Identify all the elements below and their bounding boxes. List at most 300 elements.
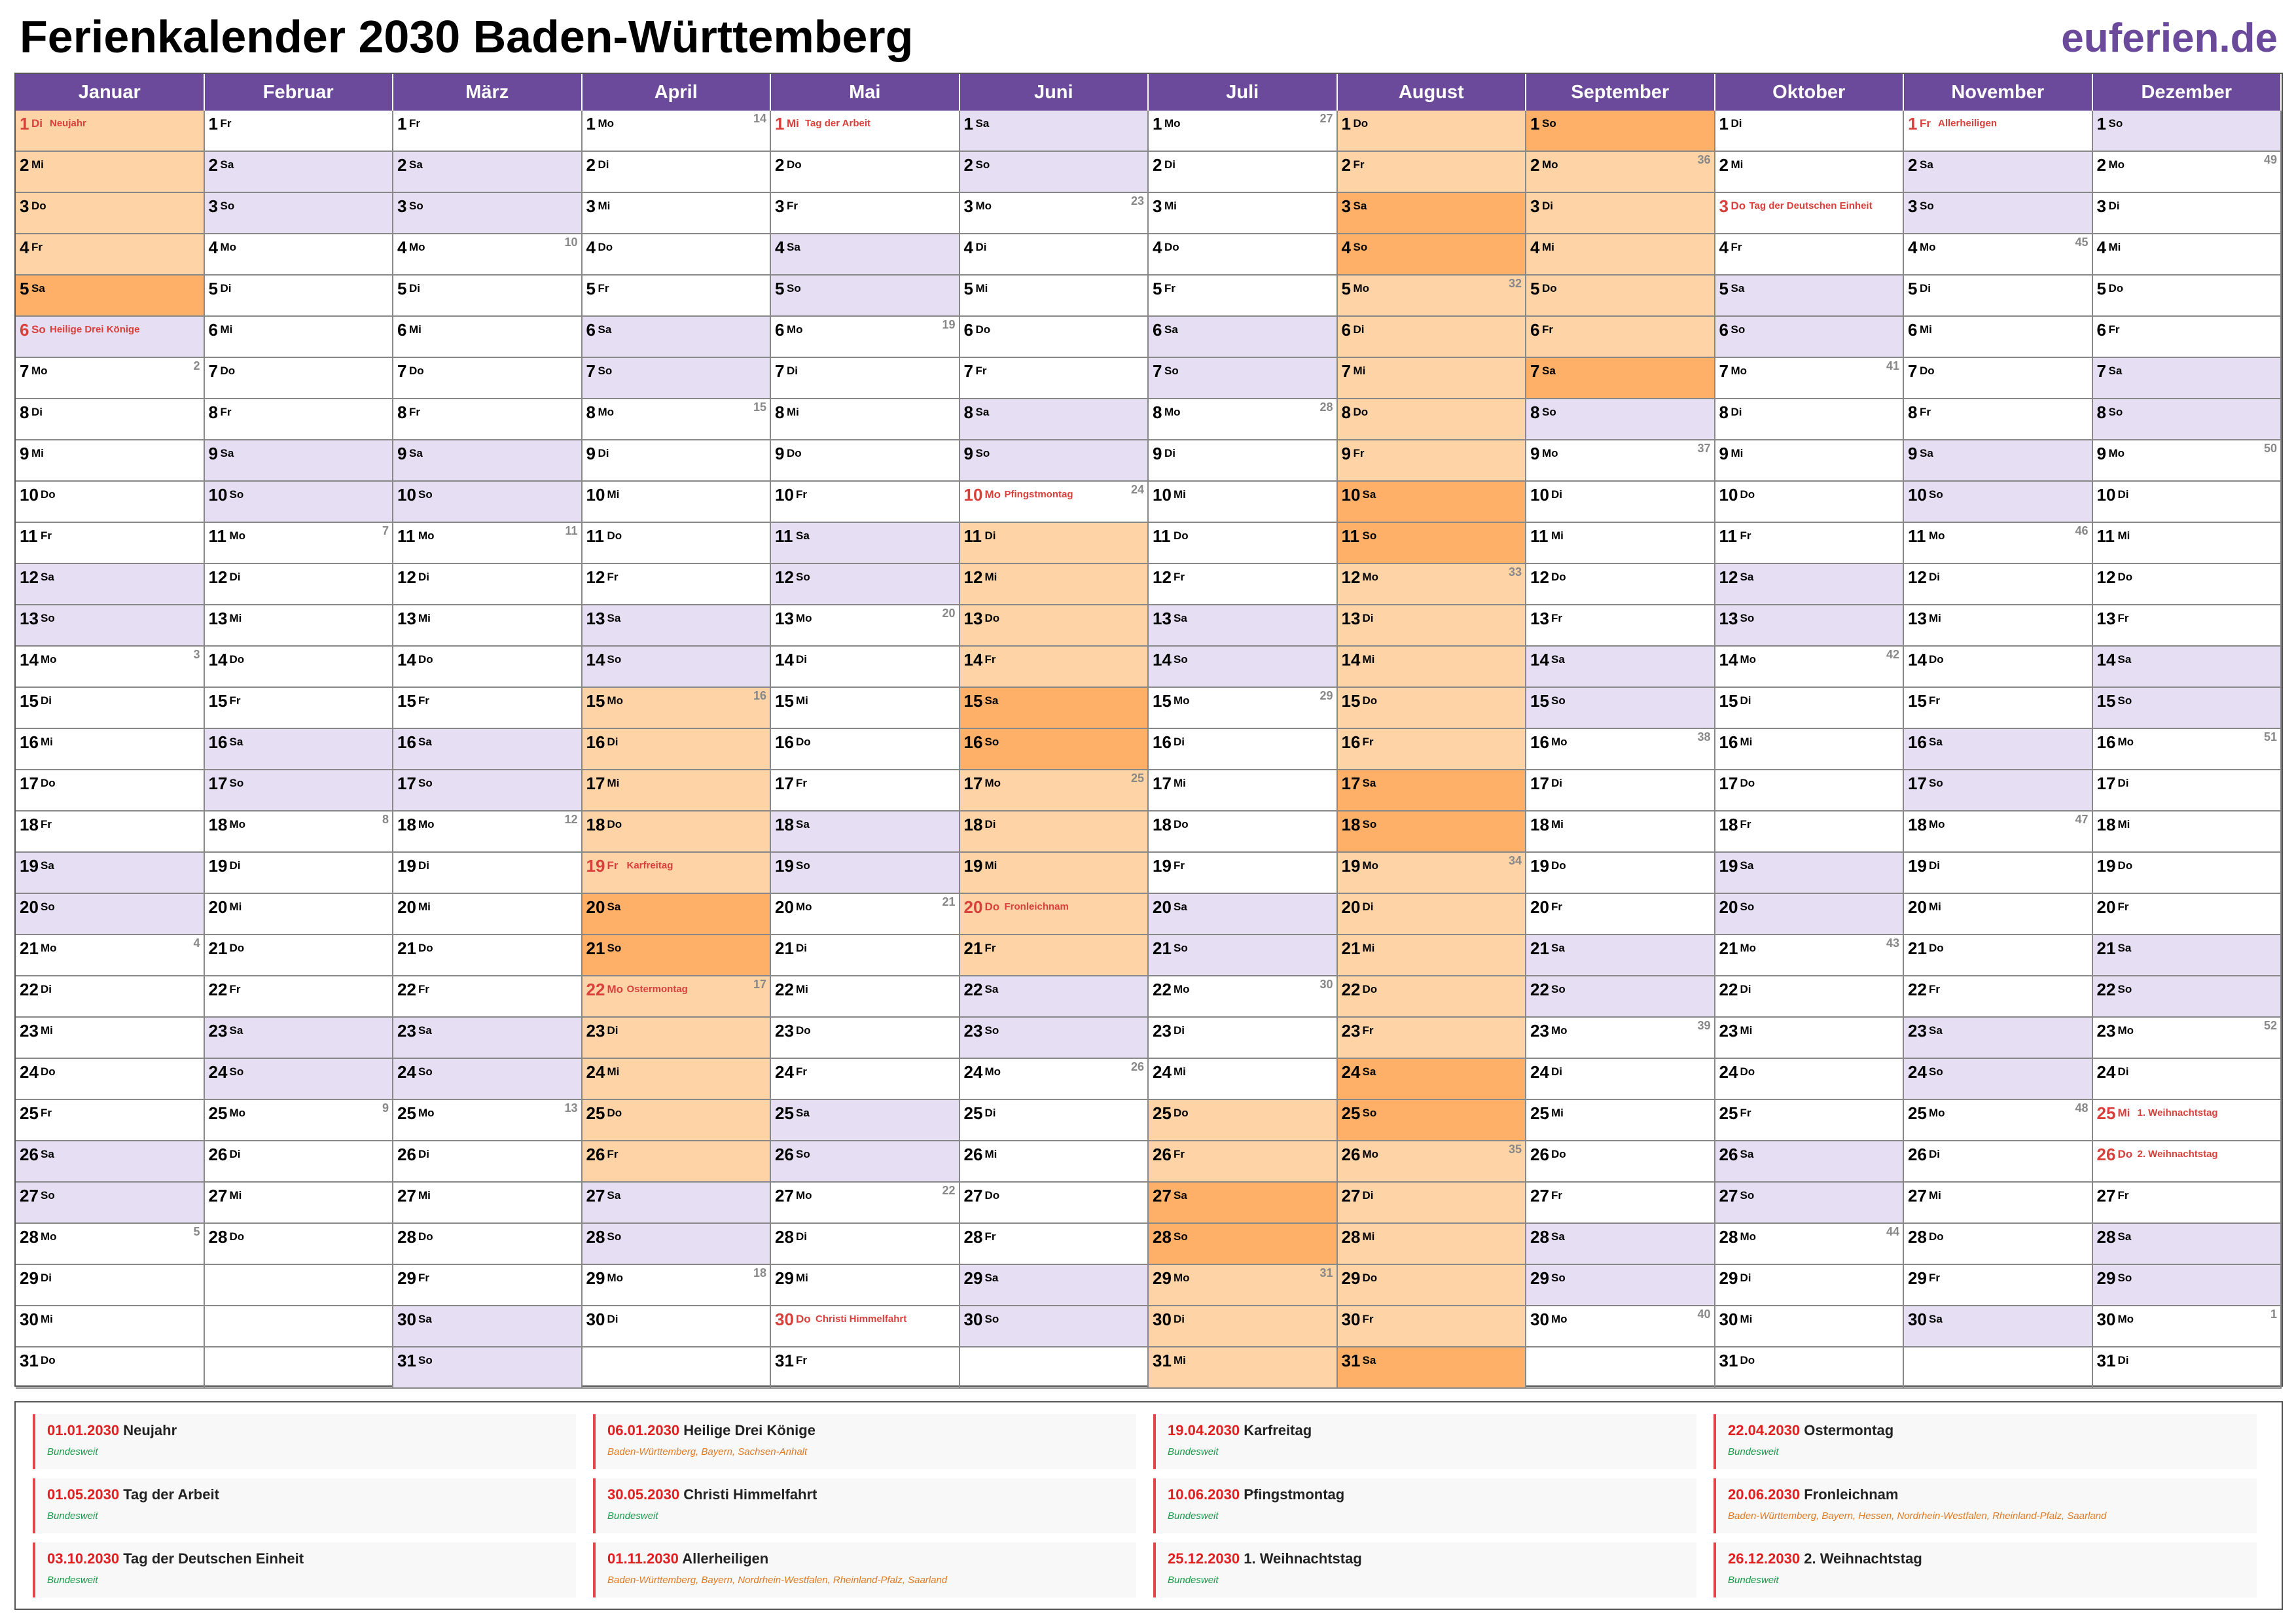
day-cell: [1715, 1347, 1905, 1389]
month-column-januar: [16, 74, 205, 1385]
day-cell: [1149, 1265, 1338, 1306]
legend-region: Bundesweit: [47, 1575, 98, 1586]
weekday-label: So: [1164, 365, 1179, 377]
weekday-label: Do: [1740, 1354, 1755, 1366]
weekday-label: So: [1551, 983, 1566, 995]
day-cell: [1149, 770, 1338, 812]
weekday-label: Sa: [418, 1313, 432, 1325]
weekday-label: Do: [607, 818, 622, 830]
day-number: 14: [775, 650, 794, 669]
day-number: 28: [586, 1227, 605, 1247]
day-number: 11: [1341, 526, 1359, 546]
day-cell: [1149, 193, 1338, 234]
day-number: 10: [1719, 485, 1738, 505]
day-number: 2: [2096, 155, 2106, 175]
day-cell: [583, 234, 772, 276]
weekday-label: Do: [418, 942, 433, 954]
week-number: 32: [1508, 277, 1522, 290]
week-number: 30: [1319, 978, 1333, 991]
day-number: 22: [1530, 980, 1549, 999]
day-cell: [205, 729, 394, 770]
weekday-label: Sa: [1929, 1024, 1943, 1037]
weekday-label: Fr: [229, 694, 241, 707]
weekday-label: Do: [1740, 488, 1755, 501]
day-cell: [1149, 976, 1338, 1018]
day-number: 7: [963, 361, 973, 381]
weekday-label: Di: [598, 447, 609, 459]
week-number: 41: [1886, 359, 1899, 372]
weekday-label: So: [1542, 117, 1556, 130]
legend-item: [1713, 1543, 2257, 1597]
week-number: 47: [2075, 813, 2089, 826]
day-number: 26: [208, 1145, 228, 1164]
weekday-label: Do: [31, 200, 46, 212]
day-number: 23: [775, 1021, 794, 1041]
day-cell: [1338, 317, 1527, 358]
day-cell: [1338, 894, 1527, 935]
day-cell: [1338, 1224, 1527, 1265]
day-number: 5: [397, 279, 407, 298]
day-number: 21: [963, 938, 983, 958]
weekday-label: Sa: [1551, 942, 1565, 954]
weekday-label: Fr: [1740, 1107, 1751, 1119]
week-number: 9: [382, 1101, 389, 1115]
day-cell: [1904, 647, 2093, 688]
day-cell: [2093, 1183, 2282, 1224]
week-number: 23: [1130, 194, 1144, 207]
day-number: 18: [1341, 815, 1361, 834]
month-column-september: [1526, 74, 1715, 1385]
day-cell: [1338, 688, 1527, 729]
day-cell: [393, 1018, 583, 1059]
day-cell: [16, 1224, 205, 1265]
day-number: 21: [397, 938, 416, 958]
day-number: 28: [963, 1227, 983, 1247]
day-cell: [771, 1100, 960, 1141]
weekday-label: Fr: [31, 241, 43, 253]
weekday-label: Mi: [1174, 488, 1186, 501]
day-number: 26: [586, 1145, 605, 1164]
day-number: 17: [1908, 774, 1927, 793]
weekday-label: Sa: [1731, 282, 1745, 294]
day-cell: [205, 935, 394, 976]
day-cell: [393, 193, 583, 234]
day-cell: [960, 1306, 1149, 1347]
day-number: 27: [1153, 1186, 1172, 1205]
legend-region: Bundesweit: [1728, 1446, 1779, 1457]
month-header: April: [583, 74, 772, 111]
day-number: 17: [963, 774, 983, 793]
legend-item: [33, 1478, 576, 1533]
holiday-label: Allerheiligen: [1938, 118, 1998, 129]
day-number: 14: [963, 650, 983, 669]
weekday-label: Mi: [796, 1272, 808, 1284]
day-cell: [1338, 853, 1527, 894]
day-cell: [1149, 1100, 1338, 1141]
weekday-label: Mo: [31, 365, 48, 377]
day-cell: [771, 605, 960, 647]
legend-date-value: 03.10.2030: [47, 1550, 124, 1567]
weekday-label: Di: [975, 241, 987, 253]
day-number: 2: [397, 155, 407, 175]
day-cell: [1149, 605, 1338, 647]
day-number: 2: [1530, 155, 1540, 175]
day-cell: [393, 152, 583, 193]
day-cell: [2093, 1059, 2282, 1100]
day-number: 14: [1719, 650, 1738, 669]
weekday-label: Mo: [409, 241, 425, 253]
day-cell: [771, 234, 960, 276]
day-number: 1: [963, 114, 973, 134]
day-number: 29: [1530, 1268, 1549, 1288]
day-number: 31: [1719, 1351, 1738, 1370]
day-cell: [16, 1059, 205, 1100]
weekday-label: Mi: [2117, 818, 2130, 830]
weekday-label: Mi: [598, 200, 611, 212]
day-number: 25: [1530, 1103, 1549, 1123]
weekday-label: Do: [984, 901, 1000, 913]
weekday-label: Sa: [2108, 365, 2123, 377]
day-cell: [16, 317, 205, 358]
weekday-label: Do: [1731, 200, 1746, 212]
day-number: 22: [1341, 980, 1361, 999]
day-cell: [205, 688, 394, 729]
weekday-label: Do: [1740, 777, 1755, 789]
day-cell: [16, 234, 205, 276]
weekday-label: Di: [409, 282, 420, 294]
day-number: 2: [1341, 155, 1351, 175]
month-header: Oktober: [1715, 74, 1905, 111]
legend-item: [1713, 1414, 2257, 1469]
day-number: 15: [586, 691, 605, 711]
day-number: 20: [775, 897, 794, 917]
weekday-label: So: [975, 447, 990, 459]
day-number: 14: [1530, 650, 1549, 669]
weekday-label: Do: [1542, 282, 1557, 294]
day-number: 15: [775, 691, 794, 711]
day-cell: [393, 440, 583, 482]
day-cell: [2093, 976, 2282, 1018]
day-cell: [1715, 564, 1905, 605]
legend-date: [1728, 1550, 1922, 1567]
day-cell: [1338, 976, 1527, 1018]
day-number: 14: [397, 650, 416, 669]
day-cell: [1526, 1059, 1715, 1100]
day-number: 20: [397, 897, 416, 917]
day-number: 15: [1719, 691, 1738, 711]
month-header: Mai: [771, 74, 960, 111]
day-cell: [1338, 647, 1527, 688]
day-cell: [1904, 276, 2093, 317]
day-cell: [2093, 276, 2282, 317]
day-number: 12: [586, 567, 605, 587]
day-number: 26: [397, 1145, 416, 1164]
day-cell: [393, 358, 583, 399]
weekday-label: So: [1362, 529, 1377, 542]
weekday-label: Fr: [598, 282, 609, 294]
day-cell: [960, 440, 1149, 482]
day-number: 18: [1719, 815, 1738, 834]
holiday-label: Pfingstmontag: [1004, 489, 1073, 500]
month-header: August: [1338, 74, 1527, 111]
day-number: 3: [2096, 196, 2106, 216]
weekday-label: Di: [1362, 1189, 1374, 1202]
day-cell: [2093, 1306, 2282, 1347]
day-number: 1: [208, 114, 218, 134]
day-number: 21: [775, 938, 794, 958]
day-cell: [960, 894, 1149, 935]
day-cell: [1526, 1265, 1715, 1306]
weekday-label: Mi: [31, 447, 44, 459]
day-number: 2: [208, 155, 218, 175]
weekday-label: Fr: [984, 942, 996, 954]
legend-holiday-name: Tag der Arbeit: [123, 1486, 219, 1503]
day-number: 22: [397, 980, 416, 999]
day-cell: [583, 853, 772, 894]
weekday-label: Fr: [1740, 529, 1751, 542]
weekday-label: Di: [41, 1272, 52, 1284]
day-cell: [16, 152, 205, 193]
weekday-label: Do: [41, 1065, 56, 1078]
day-cell: [1715, 440, 1905, 482]
site-logo[interactable]: euferien.de: [2061, 16, 2278, 61]
weekday-label: Mi: [984, 1148, 997, 1160]
day-number: 9: [1908, 444, 1918, 463]
day-cell: [205, 1183, 394, 1224]
weekday-label: Mo: [1740, 942, 1757, 954]
day-cell: [1149, 482, 1338, 523]
day-number: 7: [775, 361, 785, 381]
legend-date: [1168, 1422, 1312, 1439]
legend-date: [607, 1422, 816, 1439]
weekday-label: Mi: [220, 323, 233, 336]
day-number: 12: [963, 567, 983, 587]
day-number: 1: [20, 114, 29, 134]
weekday-label: Sa: [220, 158, 234, 171]
legend-date: [607, 1550, 768, 1567]
weekday-label: Di: [1929, 1148, 1940, 1160]
day-cell: [393, 812, 583, 853]
day-number: 4: [208, 238, 218, 257]
day-cell: [2093, 482, 2282, 523]
weekday-label: Do: [787, 158, 802, 171]
weekday-label: Sa: [1920, 447, 1933, 459]
day-number: 26: [963, 1145, 983, 1164]
weekday-label: Mi: [1542, 241, 1554, 253]
weekday-label: Mo: [787, 323, 803, 336]
day-cell: [205, 894, 394, 935]
holiday-label: Heilige Drei Könige: [50, 324, 140, 335]
day-number: 25: [775, 1103, 794, 1123]
day-number: 4: [1719, 238, 1729, 257]
weekday-label: Fr: [41, 1107, 52, 1119]
day-number: 29: [1341, 1268, 1361, 1288]
day-cell: [205, 605, 394, 647]
day-cell: [1904, 440, 2093, 482]
day-cell: [960, 564, 1149, 605]
weekday-label: Fr: [1929, 1272, 1940, 1284]
day-cell: [771, 894, 960, 935]
month-header: Februar: [205, 74, 394, 111]
day-cell: [960, 688, 1149, 729]
week-number: 12: [564, 813, 578, 826]
day-number: 6: [1908, 320, 1918, 340]
day-number: 16: [1153, 732, 1172, 752]
weekday-label: Do: [607, 529, 622, 542]
day-number: 9: [1719, 444, 1729, 463]
day-cell: [16, 1100, 205, 1141]
week-number: 21: [942, 895, 956, 908]
day-number: 22: [20, 980, 39, 999]
day-number: 18: [963, 815, 983, 834]
day-number: 7: [208, 361, 218, 381]
day-number: 12: [1341, 567, 1361, 587]
day-number: 6: [397, 320, 407, 340]
day-cell: [1149, 729, 1338, 770]
holiday-label: Neujahr: [50, 118, 86, 129]
day-number: 10: [208, 485, 228, 505]
weekday-label: Mi: [1740, 1313, 1753, 1325]
day-number: 31: [775, 1351, 794, 1370]
day-cell: [1338, 234, 1527, 276]
day-number: 30: [1719, 1310, 1738, 1329]
day-cell: [393, 234, 583, 276]
page-title: Ferienkalender 2030 Baden-Württemberg: [20, 11, 914, 62]
day-number: 26: [1908, 1145, 1927, 1164]
day-cell: [771, 812, 960, 853]
day-cell: [583, 812, 772, 853]
day-number: 25: [1908, 1103, 1927, 1123]
day-number: 10: [775, 485, 794, 505]
weekday-label: Fr: [984, 1230, 996, 1243]
day-number: 26: [1153, 1145, 1172, 1164]
day-cell: [1715, 894, 1905, 935]
day-number: 1: [1341, 114, 1351, 134]
day-cell: [960, 1183, 1149, 1224]
day-number: 28: [1341, 1227, 1361, 1247]
weekday-label: So: [796, 859, 810, 872]
weekday-label: Do: [2117, 859, 2133, 872]
day-cell: [1526, 688, 1715, 729]
weekday-label: Di: [1740, 694, 1751, 707]
day-cell: [583, 193, 772, 234]
weekday-label: So: [984, 736, 999, 748]
day-number: 3: [963, 196, 973, 216]
day-number: 21: [1530, 938, 1549, 958]
day-number: 3: [775, 196, 785, 216]
weekday-label: Sa: [1362, 1354, 1376, 1366]
day-cell: [960, 111, 1149, 152]
day-number: 9: [1530, 444, 1540, 463]
day-number: 29: [1908, 1268, 1927, 1288]
day-number: 29: [2096, 1268, 2116, 1288]
weekday-label: Di: [31, 406, 43, 418]
day-cell: [1904, 193, 2093, 234]
day-number: 6: [1153, 320, 1162, 340]
legend-item: [1153, 1543, 1696, 1597]
weekday-label: Sa: [984, 1272, 999, 1284]
day-number: 2: [775, 155, 785, 175]
day-cell: [771, 1141, 960, 1183]
day-cell: [1904, 1265, 2093, 1306]
day-cell: [960, 276, 1149, 317]
day-cell: [1715, 399, 1905, 440]
weekday-label: Sa: [409, 447, 423, 459]
day-number: 9: [2096, 444, 2106, 463]
weekday-label: Di: [1740, 983, 1751, 995]
day-number: 5: [775, 279, 785, 298]
day-number: 8: [1908, 402, 1918, 422]
day-number: 21: [2096, 938, 2116, 958]
day-cell: [1715, 523, 1905, 564]
day-number: 11: [963, 526, 982, 546]
day-cell: [1149, 317, 1338, 358]
weekday-label: Do: [229, 1230, 245, 1243]
weekday-label: Fr: [1929, 983, 1940, 995]
day-number: 19: [775, 856, 794, 876]
weekday-label: Fr: [1920, 117, 1931, 130]
day-number: 10: [1908, 485, 1927, 505]
day-cell: [1526, 605, 1715, 647]
day-number: 1: [1153, 114, 1162, 134]
weekday-label: Fr: [607, 1148, 619, 1160]
day-cell: [1904, 1141, 2093, 1183]
weekday-label: Sa: [1174, 1189, 1187, 1202]
day-cell: [1715, 647, 1905, 688]
day-cell: [205, 399, 394, 440]
day-number: 29: [1153, 1268, 1172, 1288]
legend-region: Baden-Württemberg, Bayern, Sachsen-Anhalt: [607, 1446, 808, 1457]
month-header: Januar: [16, 74, 205, 111]
day-cell: [1338, 812, 1527, 853]
day-cell: [1526, 1141, 1715, 1183]
day-cell: [583, 688, 772, 729]
day-cell: [583, 894, 772, 935]
day-cell: [16, 523, 205, 564]
day-cell: [771, 111, 960, 152]
week-number: 37: [1697, 442, 1711, 455]
day-cell: [1904, 812, 2093, 853]
weekday-label: Sa: [607, 1189, 621, 1202]
day-cell: [393, 976, 583, 1018]
day-cell: [205, 1059, 394, 1100]
weekday-label: Mo: [2117, 1313, 2134, 1325]
day-number: 27: [1341, 1186, 1361, 1205]
weekday-label: Do: [1353, 117, 1369, 130]
day-cell: [1715, 482, 1905, 523]
weekday-label: Do: [1929, 942, 1944, 954]
day-cell: [1526, 152, 1715, 193]
day-cell: [1715, 1059, 1905, 1100]
week-number: 1: [2270, 1308, 2277, 1321]
day-cell: [583, 111, 772, 152]
weekday-label: Sa: [418, 1024, 432, 1037]
day-cell: [1149, 688, 1338, 729]
legend-date-value: 06.01.2030: [607, 1422, 684, 1438]
weekday-label: Sa: [1174, 612, 1187, 624]
weekday-label: Sa: [1362, 1065, 1376, 1078]
day-cell: [1904, 688, 2093, 729]
day-cell: [16, 812, 205, 853]
weekday-label: Di: [41, 983, 52, 995]
day-cell: [2093, 234, 2282, 276]
day-cell: [1715, 605, 1905, 647]
day-number: 3: [1153, 196, 1162, 216]
day-cell: [1904, 1224, 2093, 1265]
day-number: 31: [2096, 1351, 2116, 1370]
day-number: 12: [775, 567, 794, 587]
day-cell: [2093, 729, 2282, 770]
